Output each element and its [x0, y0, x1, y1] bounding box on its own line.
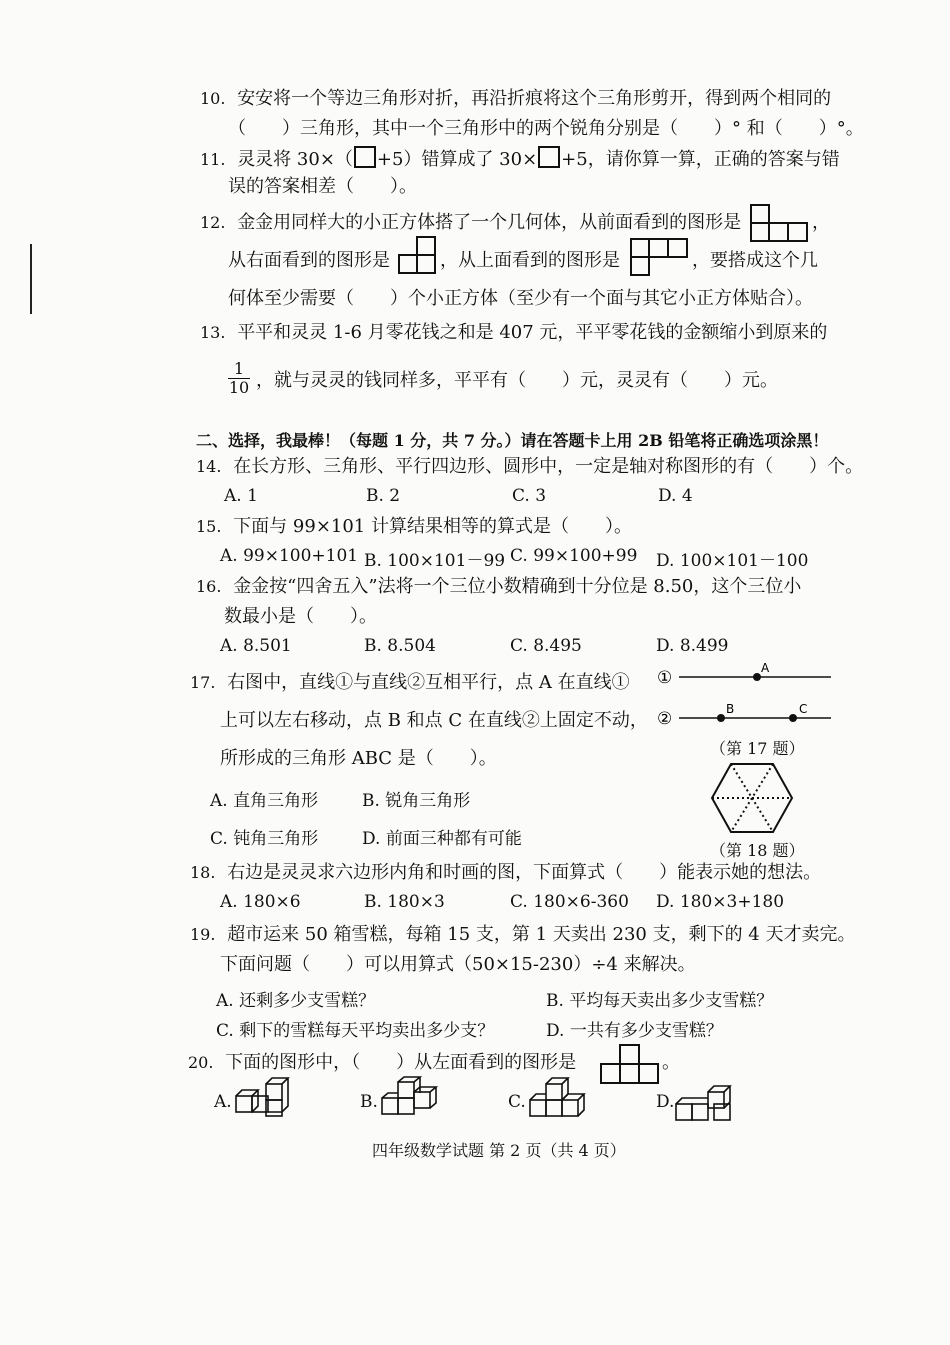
question-10-line2: （ ）三角形，其中一个三角形中的两个锐角分别是（ ）° 和（ ）°。 [228, 118, 864, 139]
question-number: 17. [190, 673, 216, 692]
question-12-line3: 何体至少需要（ ）个小正方体（至少有一个面与其它小正方体贴合）。 [228, 288, 813, 309]
cube-stack-a-icon [232, 1076, 292, 1120]
figure-18-caption: （第 18 题） [710, 841, 805, 860]
question-text: 在长方形、三角形、平行四边形、圆形中，一定是轴对称图形的有（ ）个。 [233, 456, 864, 477]
option-c[interactable]: C. 剩下的雪糕每天平均卖出多少支？ [216, 1021, 495, 1041]
section-heading: 二、选择，我最棒！（每题 1 分，共 7 分。）请在答题卡上用 2B 铅笔将正确选项涂黑！ [196, 431, 829, 450]
blank-square-icon [538, 146, 560, 168]
point-b [717, 714, 725, 722]
option-a[interactable]: A. 还剩多少支雪糕？ [216, 991, 376, 1011]
point-b-label: B [726, 702, 735, 716]
question-19-line2: 下面问题（ ）可以用算式（50×15-230）÷4 来解决。 [220, 954, 696, 975]
question-number: 18. [190, 863, 216, 882]
question-13-line2: ，就与灵灵的钱同样多，平平有（ ）元，灵灵有（ ）元。 [256, 370, 778, 391]
option-a[interactable]: A. 直角三角形 [210, 791, 319, 811]
question-number: 14. [196, 457, 222, 476]
question-number: 20. [188, 1053, 214, 1072]
question-18 [190, 862, 821, 884]
option-b[interactable]: B. 锐角三角形 [362, 791, 471, 811]
question-number: 13. [200, 323, 226, 342]
question-12-comma: ， [812, 212, 830, 233]
point-c [789, 714, 797, 722]
option-b[interactable]: B. 平均每天卖出多少支雪糕？ [546, 991, 774, 1011]
option-d[interactable]: D. 100×101－100 [656, 551, 809, 571]
line-2-label: ② [657, 709, 673, 729]
question-text: 金金用同样大的小正方体搭了一个几何体，从前面看到的图形是 [237, 212, 742, 233]
option-b[interactable]: B. 2 [366, 486, 401, 506]
question-text: 金金按“四舍五入”法将一个三位小数精确到十分位是 8.50，这个三位小 [233, 576, 802, 597]
question-17 [190, 672, 630, 694]
question-12-line2c: ，要搭成这个几 [692, 250, 818, 271]
question-number: 19. [190, 925, 216, 944]
option-b[interactable]: B. [360, 1092, 378, 1112]
option-b[interactable]: B. 100×101－99 [364, 551, 506, 571]
line-1-label: ① [657, 668, 673, 688]
option-c[interactable]: C. 99×100+99 [510, 546, 638, 566]
question-text: 灵灵将 30×（ [237, 149, 353, 170]
question-number: 15. [196, 517, 222, 536]
cube-stack-c-icon [526, 1076, 586, 1120]
question-12-line2 [228, 250, 390, 272]
option-d[interactable]: D. 4 [658, 486, 693, 506]
question-14 [196, 456, 863, 478]
point-a [753, 673, 761, 681]
question-text: 安安将一个等边三角形对折，再沿折痕将这个三角形剪开，得到两个相同的 [237, 88, 832, 109]
point-c-label: C [799, 702, 808, 716]
question-10 [200, 88, 831, 110]
question-number: 16. [196, 577, 222, 596]
question-17-line2: 上可以左右移动，点 B 和点 C 在直线②上固定不动， [220, 710, 648, 731]
question-number: 10. [200, 89, 226, 108]
right-view-figure [398, 236, 436, 274]
point-a-label: A [761, 661, 770, 675]
front-view-figure [750, 204, 808, 242]
cube-stack-d-icon [674, 1080, 738, 1124]
fraction-one-tenth [228, 360, 250, 397]
fraction-numerator: 1 [233, 359, 245, 378]
option-c[interactable]: C. [508, 1092, 526, 1112]
option-c[interactable]: C. 180×6-360 [510, 892, 629, 912]
option-a[interactable]: A. 8.501 [220, 636, 292, 656]
question-text: 超市运来 50 箱雪糕，每箱 15 支，第 1 天卖出 230 支，剩下的 4 天才卖完。 [227, 924, 856, 945]
left-view-figure [600, 1044, 660, 1084]
option-d[interactable]: D. 8.499 [656, 636, 729, 656]
question-text: 从右面看到的图形是 [228, 250, 390, 271]
question-20 [188, 1052, 576, 1074]
option-a[interactable]: A. 1 [224, 486, 258, 506]
option-b[interactable]: B. 8.504 [364, 636, 436, 656]
page-footer: 四年级数学试题 第 2 页（共 4 页） [372, 1141, 626, 1160]
question-number: 12. [200, 213, 226, 232]
hexagon-figure [710, 762, 794, 834]
question-16-line2: 数最小是（ ）。 [224, 606, 377, 627]
option-c[interactable]: C. 3 [512, 486, 547, 506]
fraction-denominator: 10 [228, 378, 250, 397]
question-11 [200, 146, 840, 171]
question-text: 下面的图形中，（ ）从左面看到的图形是 [225, 1052, 577, 1073]
margin-mark [30, 244, 32, 314]
blank-square-icon [354, 146, 376, 168]
option-d[interactable]: D. 180×3+180 [656, 892, 785, 912]
option-a[interactable]: A. [214, 1092, 232, 1112]
question-12-line2b: ，从上面看到的图形是 [440, 250, 620, 271]
parallel-lines-figure [655, 660, 835, 732]
option-d[interactable]: D. 前面三种都有可能 [362, 829, 522, 849]
question-text: +5，请你算一算，正确的答案与错 [561, 149, 840, 170]
question-20-end: 。 [662, 1052, 680, 1073]
question-12 [200, 212, 741, 234]
question-text: 右边是灵灵求六边形内角和时画的图，下面算式（ ）能表示她的想法。 [227, 862, 822, 883]
option-d[interactable]: D. [656, 1092, 675, 1112]
option-a[interactable]: A. 180×6 [220, 892, 301, 912]
cube-stack-b-icon [380, 1076, 444, 1120]
question-text: +5）错算成了 30× [376, 149, 538, 170]
question-17-line3: 所形成的三角形 ABC 是（ ）。 [220, 748, 497, 769]
option-c[interactable]: C. 8.495 [510, 636, 582, 656]
question-15 [196, 516, 632, 538]
option-d[interactable]: D. 一共有多少支雪糕？ [546, 1021, 723, 1041]
question-13 [200, 322, 827, 344]
question-19 [190, 924, 855, 946]
question-text: 平平和灵灵 1-6 月零花钱之和是 407 元，平平零花钱的金额缩小到原来的 [237, 322, 828, 343]
question-16 [196, 576, 801, 598]
top-view-figure [630, 238, 688, 276]
question-number: 11. [200, 150, 226, 169]
option-a[interactable]: A. 99×100+101 [220, 546, 359, 566]
option-c[interactable]: C. 钝角三角形 [210, 829, 319, 849]
question-11-line2: 误的答案相差（ ）。 [228, 176, 417, 197]
question-text: 下面与 99×101 计算结果相等的算式是（ ）。 [233, 516, 632, 537]
question-text: 右图中，直线①与直线②互相平行，点 A 在直线① [227, 672, 630, 693]
figure-17-caption: （第 17 题） [710, 739, 805, 758]
option-b[interactable]: B. 180×3 [364, 892, 445, 912]
